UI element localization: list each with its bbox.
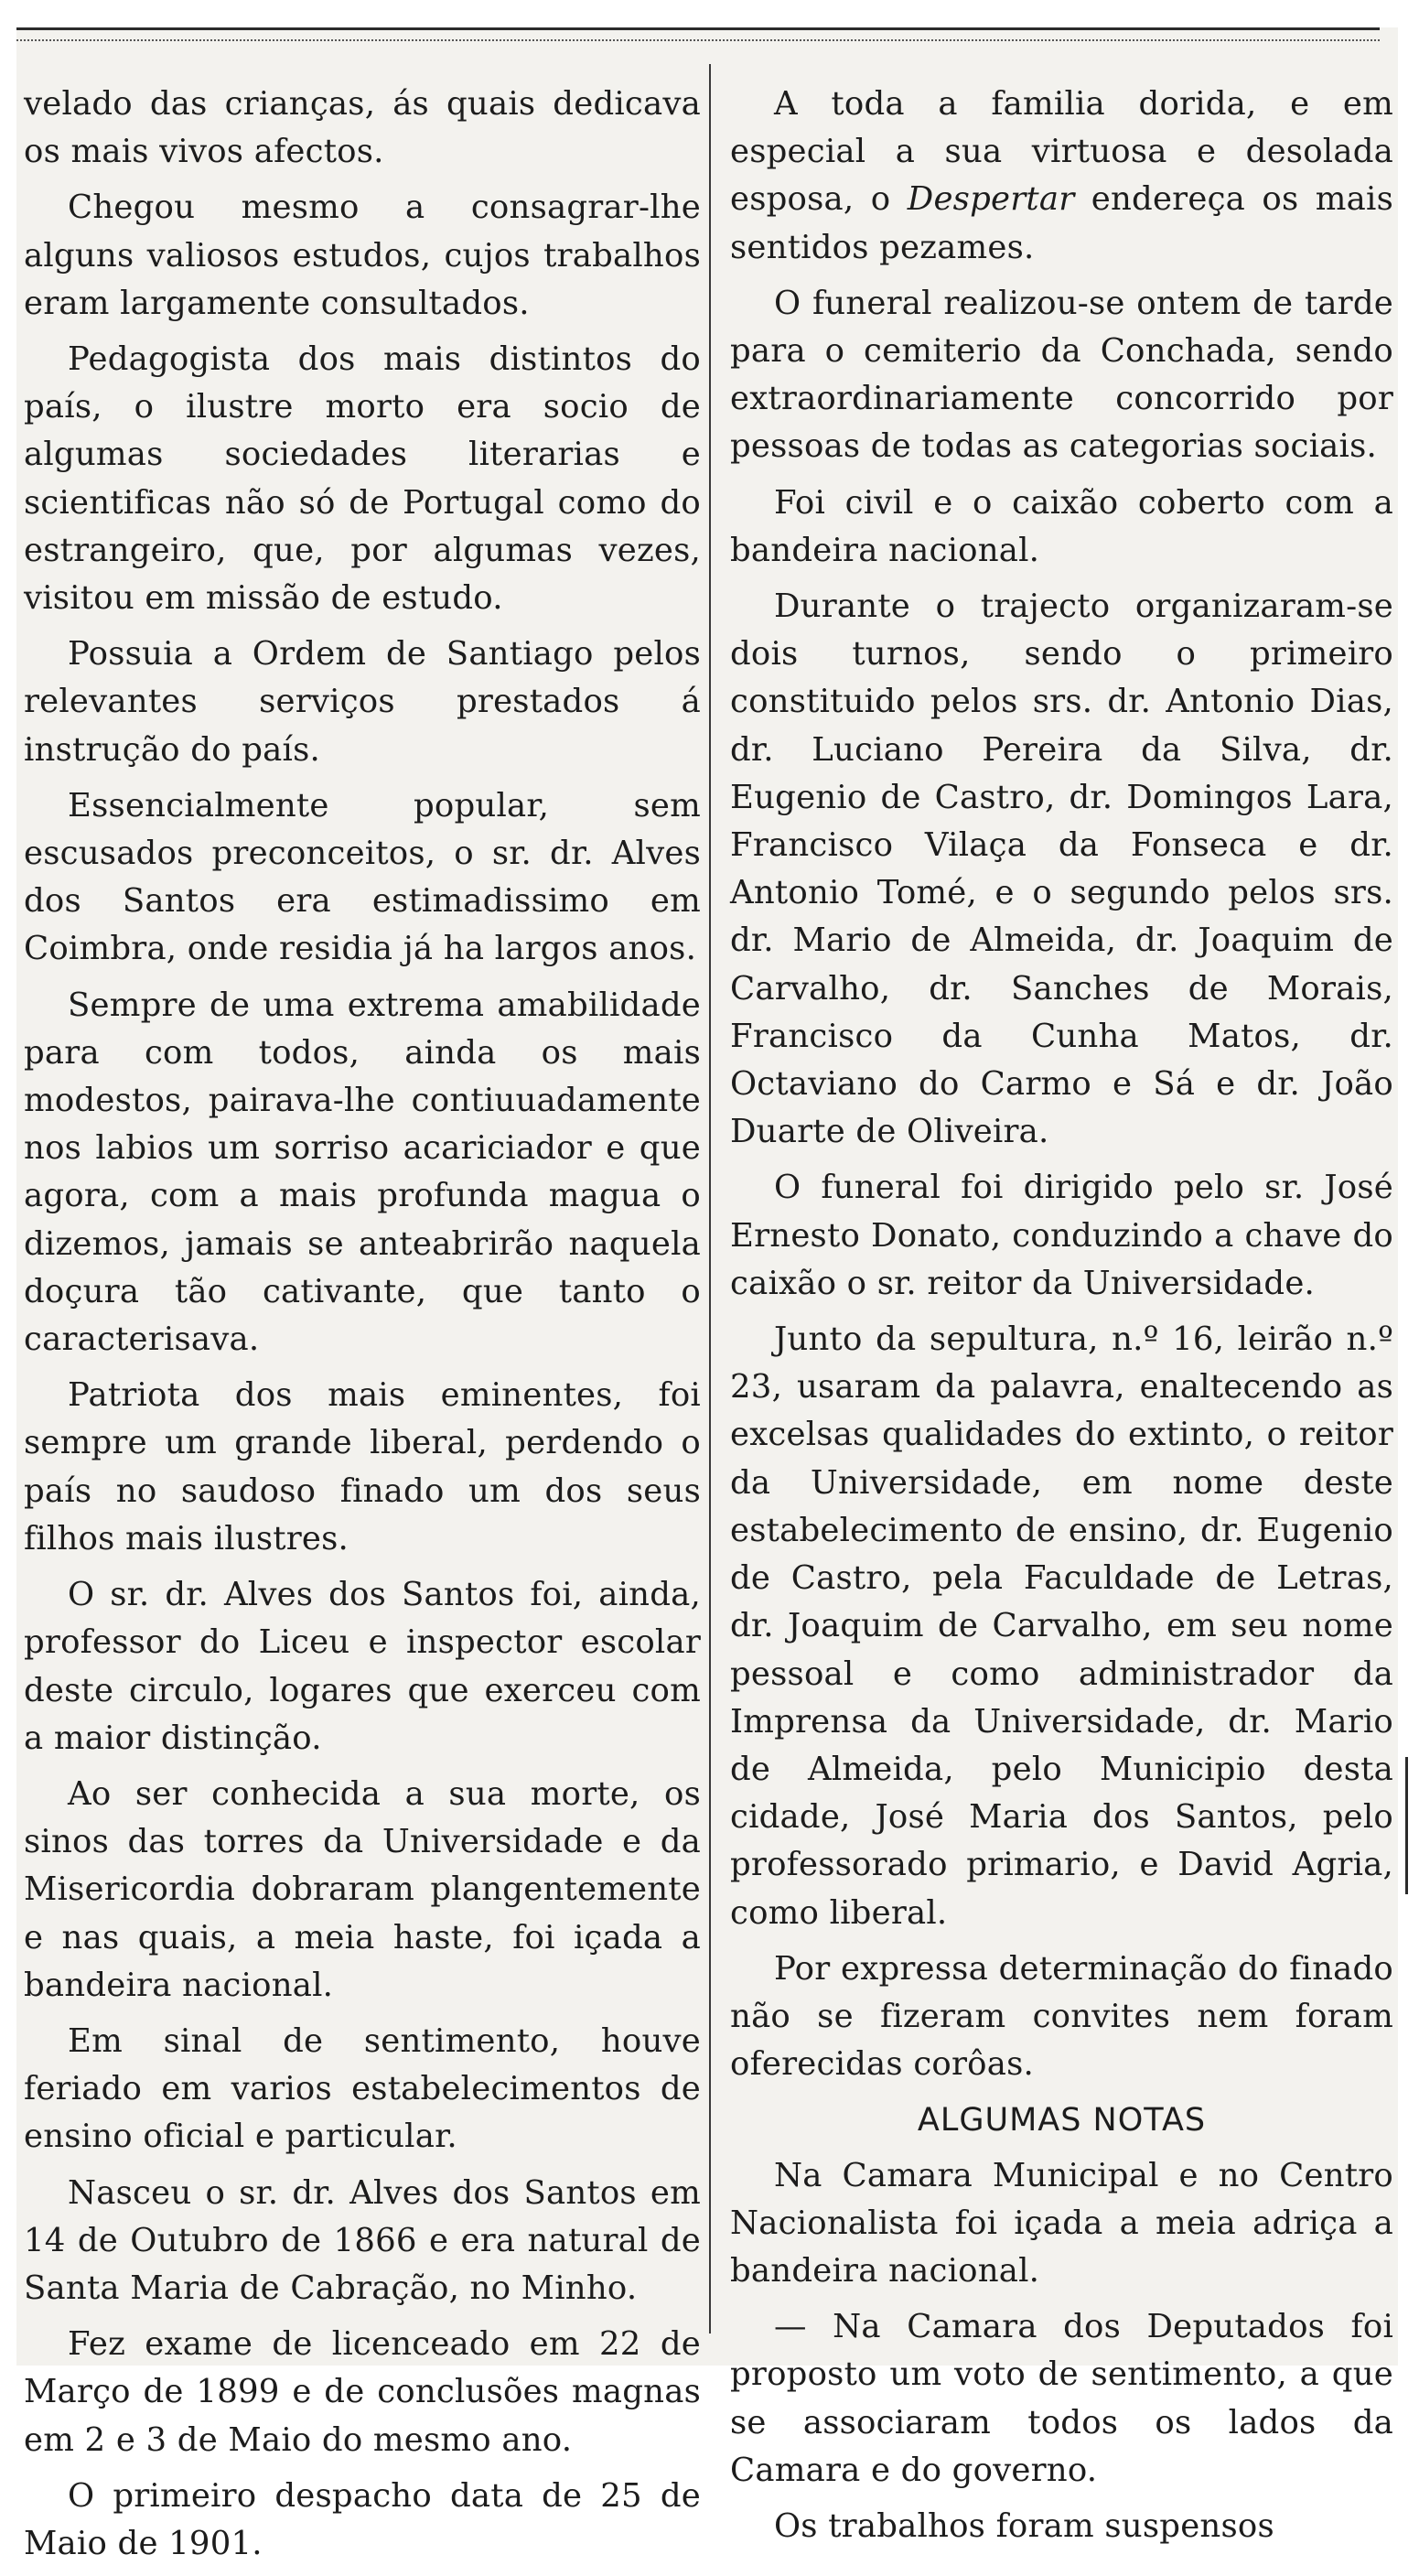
newspaper-name: Despertar <box>907 180 1075 219</box>
adjacent-column-fragment <box>1405 1757 1419 1894</box>
paragraph: Possuia a Ordem de Santiago pelos relevantes serviços prestados á instrução do país. <box>24 635 701 769</box>
paragraph: O sr. dr. Alves dos Santos foi, ainda, professor do Liceu e inspector escolar deste circulo, logares que exerceu com a maior distinção. <box>24 1576 701 1757</box>
paragraph: Pedagogista dos mais distintos do país, o ilustre morto era socio de algumas sociedades literarias e scientificas não só de Portugal como do estrangeiro, que, por algumas vezes, visitou em missão de estudo. <box>24 340 701 618</box>
paragraph: O funeral foi dirigido pelo sr. José Ernesto Donato, conduzindo a chave do caixão o sr. reitor da Universidade. <box>730 1169 1393 1302</box>
newspaper-clipping <box>16 27 1398 2562</box>
paragraph: Patriota dos mais eminentes, foi sempre um grande liberal, perdendo o país no saudoso finado um dos seus filhos mais ilustres. <box>24 1376 701 1557</box>
paragraph: Foi civil e o caixão coberto com a bandeira nacional. <box>730 483 1393 569</box>
paragraph: Sempre de uma extrema amabilidade para com todos, ainda os mais modestos, pairava-lhe contiuuadamente nos labios um sorriso acariciador e que agora, com a mais profunda magua o dizemos, jamais se anteabrirão naquela doçura tão cativante, que tanto o caracterisava. <box>24 986 701 1359</box>
text-run: endereça os mais sentidos pezames. <box>730 180 1394 266</box>
paragraph: Na Camara Municipal e no Centro Nacionalista foi içada a meia adriça a bandeira nacional. <box>730 2156 1393 2290</box>
paragraph: Chegou mesmo a consagrar-lhe alguns valiosos estudos, cujos trabalhos eram largamente consultados. <box>24 189 701 322</box>
right-column <box>730 81 1393 2559</box>
text-run: A toda a familia dorida, e em especial a sua virtuosa e desolada esposa, o <box>730 85 1393 219</box>
left-column <box>24 81 701 2576</box>
paragraph: O primeiro despacho data de 25 de Maio de 1901. <box>24 2476 701 2562</box>
top-rule <box>16 27 1380 41</box>
paragraph: Durante o trajecto organizaram-se dois turnos, sendo o primeiro constituido pelos srs. dr. Antonio Dias, dr. Luciano Pereira da Silva, dr. Eugenio de Castro, dr. Domingos Lara, Francisco Vilaça da Fonseca e dr. Antonio Tomé, e o segundo pelos srs. dr. Mario de Almeida, dr. Joaquim de Carvalho, dr. Sanches de Morais, Francisco da Cunha Matos, dr. Octaviano do Carmo e Sá e dr. João Duarte de Oliveira. <box>730 587 1393 1151</box>
paragraph: Ao ser conhecida a sua morte, os sinos das torres da Universidade e da Misericordia dobraram plangentemente e nas quais, a meia haste, foi içada a bandeira nacional. <box>24 1774 701 2004</box>
paragraph: Os trabalhos foram suspensos <box>774 2506 1274 2545</box>
column-divider <box>709 64 711 2333</box>
paragraph: Essencialmente popular, sem escusados preconceitos, o sr. dr. Alves dos Santos era estimadissimo em Coimbra, onde residia já ha largos anos. <box>24 786 701 968</box>
section-heading: ALGUMAS NOTAS <box>917 2102 1207 2139</box>
paragraph: Junto da sepultura, n.º 16, leirão n.º 23, usaram da palavra, enaltecendo as excelsas qualidades do extinto, o reitor da Universidade, em nome deste estabelecimento de ensino, dr. Eugenio de Castro, pela Faculdade de Letras, dr. Joaquim de Carvalho, em seu nome pessoal e como administrador da Imprensa da Universidade, dr. Mario de Almeida, pelo Municipio desta cidade, José Maria dos Santos, pelo professorado primario, e David Agria, como liberal. <box>730 1320 1393 1932</box>
paragraph: — Na Camara dos Deputados foi proposto um voto de sentimento, a que se associaram todos os lados da Camara e do governo. <box>730 2308 1393 2489</box>
condolences-paragraph <box>730 81 1393 272</box>
paragraph: Nasceu o sr. dr. Alves dos Santos em 14 de Outubro de 1866 e era natural de Santa Maria de Cabração, no Minho. <box>24 2173 701 2307</box>
paragraph: O funeral realizou-se ontem de tarde para o cemiterio da Conchada, sendo extraordinariamente concorrido por pessoas de todas as categorias sociais. <box>730 284 1393 466</box>
paragraph: velado das crianças, ás quais dedicava os mais vivos afectos. <box>24 85 701 171</box>
paragraph: Em sinal de sentimento, houve feriado em varios estabelecimentos de ensino oficial e particular. <box>24 2021 701 2156</box>
paragraph: Por expressa determinação do finado não se fizeram convites nem foram oferecidas corôas. <box>730 1949 1393 2084</box>
paragraph: Fez exame de licenceado em 22 de Março de 1899 e de conclusões magnas em 2 e 3 de Maio do mesmo ano. <box>24 2325 701 2459</box>
